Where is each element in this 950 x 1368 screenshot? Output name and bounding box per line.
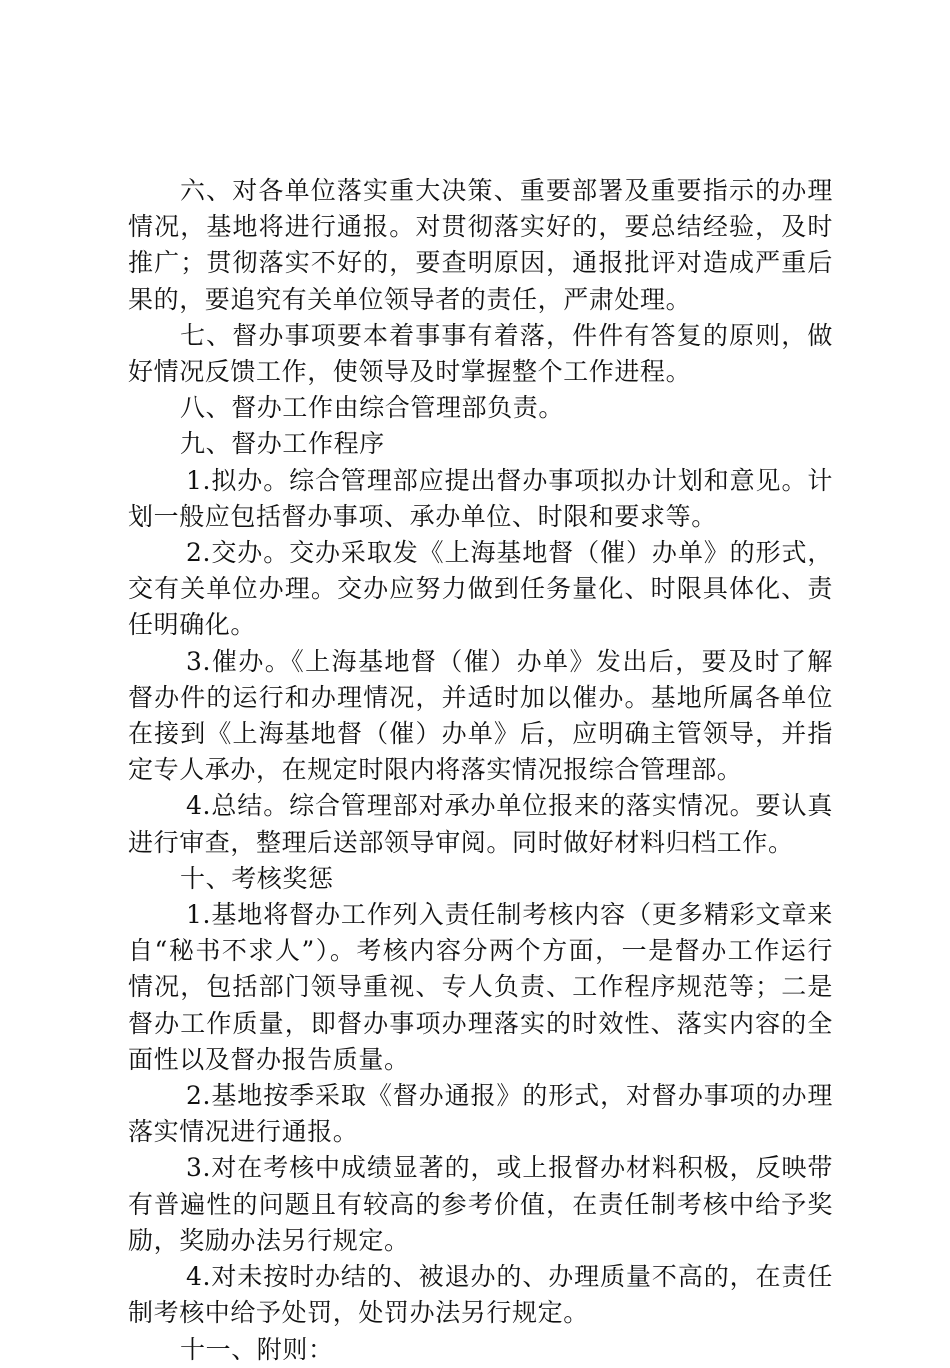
paragraph-8-responsibility: 八、督办工作由综合管理部负责。	[180, 393, 565, 423]
paragraph-7-feedback: 七、督办事项要本着事事有着落，件件有答复的原则，做好情况反馈工作，使领导及时掌握整个工作进程。	[128, 320, 833, 387]
assessment-item-1: 1.基地将督办工作列入责任制考核内容（更多精彩文章来自“秘书不求人”）。考核内容分两个方面，一是督办工作运行情况，包括部门领导重视、专人负责、工作程序规范等；二是督办工作质量，即督办事项办理落实的时效性、落实内容的全面性以及督办报告质量。	[128, 900, 833, 1074]
section-heading-assessment: 十、考核奖惩	[180, 863, 334, 893]
assessment-item-3: 3.对在考核中成绩显著的，或上报督办材料积极，反映带有普遍性的问题且有较高的参考价值，在责任制考核中给予奖励，奖励办法另行规定。	[128, 1153, 833, 1255]
procedure-item-2: 2.交办。交办采取发《上海基地督（催）办单》的形式，交有关单位办理。交办应努力做到任务量化、时限具体化、责任明确化。	[128, 538, 833, 640]
procedure-item-4: 4.总结。综合管理部对承办单位报来的落实情况。要认真进行审查，整理后送部领导审阅。同时做好材料归档工作。	[128, 791, 833, 857]
section-heading-appendix: 十一、附则：	[180, 1334, 334, 1364]
assessment-item-4: 4.对未按时办结的、被退办的、办理质量不高的，在责任制考核中给予处罚，处罚办法另行规定。	[128, 1262, 833, 1328]
document-body	[128, 173, 833, 1368]
procedure-item-3: 3.催办。《上海基地督（催）办单》发出后，要及时了解督办件的运行和办理情况，并适时加以催办。基地所属各单位在接到《上海基地督（催）办单》后，应明确主管领导，并指定专人承办，在规定时限内将落实情况报综合管理部。	[128, 646, 833, 785]
paragraph-6-notification: 六、对各单位落实重大决策、重要部署及重要指示的办理情况，基地将进行通报。对贯彻落实好的，要总结经验，及时推广；贯彻落实不好的，要查明原因，通报批评对造成严重后果的，要追究有关单位领导者的责任，严肃处理。	[128, 176, 833, 314]
procedure-item-1: 1.拟办。综合管理部应提出督办事项拟办计划和意见。计划一般应包括督办事项、承办单位、时限和要求等。	[128, 465, 833, 531]
assessment-item-2: 2.基地按季采取《督办通报》的形式，对督办事项的办理落实情况进行通报。	[128, 1081, 833, 1147]
section-heading-procedure: 九、督办工作程序	[180, 429, 385, 459]
